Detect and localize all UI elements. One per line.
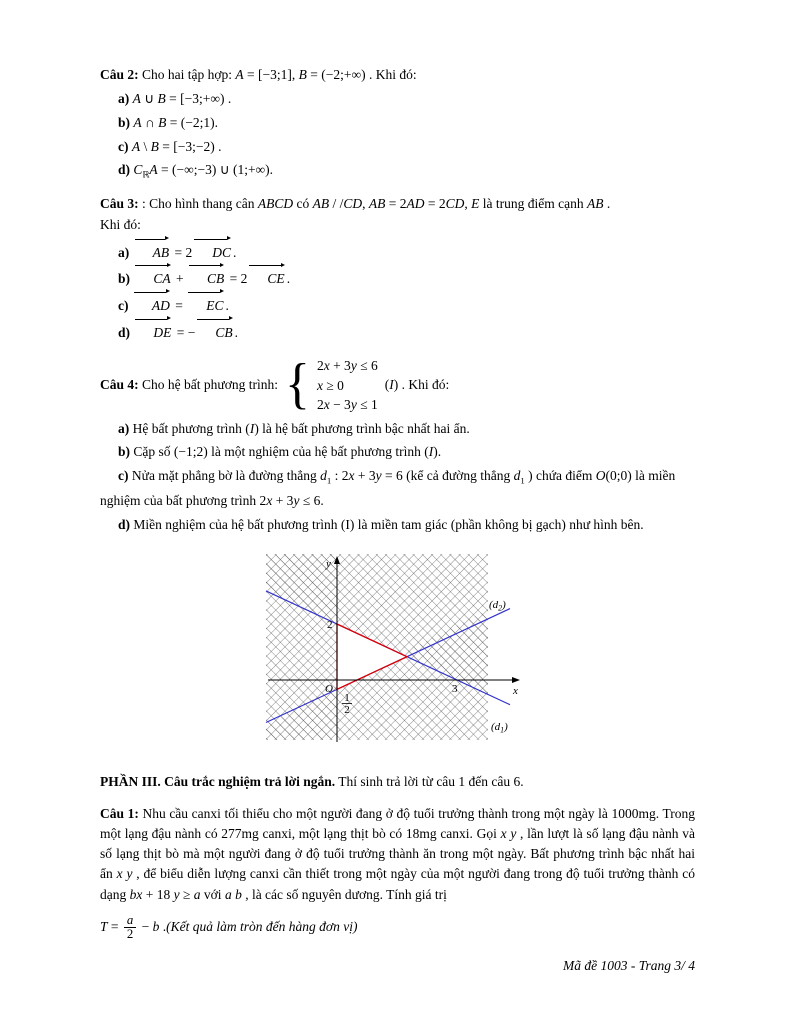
system-line: 2x − 3y ≤ 1 (316, 397, 378, 413)
option-key: b) (118, 444, 131, 460)
question-1-label: Câu 1: (100, 805, 139, 821)
option-key: a) (118, 420, 130, 436)
option-key: c) (118, 297, 129, 313)
x-tick-label: 3 (451, 683, 457, 696)
x-axis-label: x (512, 685, 518, 698)
option-key: a) (118, 91, 130, 107)
line-d2-label: $(d_2)$ (488, 599, 506, 613)
question-4-intro-left (100, 375, 278, 395)
question-4-intro-text: Cho hệ bất phương trình: (142, 377, 278, 393)
option-text: Miền nghiệm của hệ bất phương trình (I) là miền tam giác (phần không bị gạch) như hình bên. (133, 516, 644, 532)
option-key: a) (118, 244, 130, 260)
option-text: AD = EC . (132, 298, 229, 313)
system-line: x ≥ 0 (316, 377, 344, 393)
option-text: A \ B = [−3;−2) . (131, 138, 222, 154)
question-1-text: Nhu cầu canxi tối thiểu cho một người đang ở độ tuổi trưởng thành trong một ngày là 1000mg. Trong một lạng đậu nành có 277mg canxi, một lạng thịt bò có 18mg canxi. Gọi x y , lần lượt là số lạng đậu nành và số lạng thịt bò mà một người đang ở độ tuổi trưởng thành ăn trong một ngày. Bất phương trình bậc nhất hai ẩn x y , để biểu diễn lượng canxi cần thiết trong một ngày của một người đang trong độ tuổi trưởng thành có dạng bx + 18 y ≥ a với a b , là các số nguyên dương. Tính giá trị (100, 805, 696, 902)
option-text: A ∪ B = [−3;+∞) . (132, 91, 232, 107)
option-text: Nửa mặt phẳng bờ là đường thẳng $d_1$ : 2x + 3y = 6 (kể cả đường thẳng $d_1$ ) chứa điểm O(0;0) là miền nghiệm của bất phương trình 2x + 3y ≤ 6. (100, 468, 676, 509)
option-row (100, 417, 695, 441)
question-2-intro (100, 65, 695, 85)
option-key: c) (118, 468, 129, 484)
line-d1-label: $(d_1)$ (490, 721, 508, 735)
question-3-label: Câu 3: (100, 196, 139, 212)
option-text: AB = 2 DC . (133, 245, 237, 260)
y-axis-label: y (325, 558, 331, 571)
question-3-intro (100, 194, 695, 214)
question-2-options (100, 87, 695, 183)
question-2-label: Câu 2: (100, 67, 139, 82)
option-row (100, 464, 695, 513)
option-row (100, 158, 695, 183)
option-text: Cặp số (−1;2) là một nghiệm của hệ bất phương trình (I). (133, 444, 442, 460)
option-key: b) (118, 114, 131, 130)
question-3-intro-text: : Cho hình thang cân ABCD có AB / /CD, AB = 2AD = 2CD, E là trung điểm cạnh AB . (142, 196, 611, 212)
question-3-options (100, 238, 695, 345)
question-2-intro-text: Cho hai tập hợp: A = [−3;1], B = (−2;+∞) . Khi đó: (142, 67, 417, 82)
option-key: c) (118, 138, 129, 154)
option-row (100, 440, 695, 464)
part3-heading (100, 772, 695, 792)
question-4 (100, 353, 695, 748)
option-row (100, 513, 695, 537)
inequality-region-graph (262, 550, 534, 748)
question-2 (100, 65, 695, 183)
question-4-options (100, 417, 695, 537)
option-row (100, 238, 695, 265)
y-tick-label: 2 (326, 619, 332, 632)
part3-subtitle: Thí sinh trả lời từ câu 1 đến câu 6. (335, 774, 524, 790)
x-axis-arrow-icon (512, 677, 520, 683)
question-3-khido: Khi đó: (100, 217, 141, 233)
option-key: d) (118, 324, 131, 340)
question-4-label: Câu 4: (100, 377, 139, 393)
question-4-intro (100, 353, 695, 416)
option-text: CA + CB = 2 CE . (133, 271, 290, 286)
option-row (100, 135, 695, 159)
svg-text:2: 2 (343, 704, 350, 717)
inequality-system (317, 356, 378, 415)
question-4-intro-right: (I) . Khi đó: (384, 377, 450, 393)
question-1-formula: T = $\frac{a}{2}$ − b .(Kết quả làm tròn đến hàng đơn vị) (100, 912, 358, 942)
graph-figure (100, 550, 695, 748)
option-text: Hệ bất phương trình (I) là hệ bất phương trình bậc nhất hai ẩn. (132, 420, 470, 436)
option-row (100, 111, 695, 135)
option-row (100, 87, 695, 111)
option-row (100, 291, 695, 318)
option-text: $C_ℝA$ = (−∞;−3) ∪ (1;+∞). (133, 162, 274, 180)
origin-label: O (324, 683, 333, 696)
question-1 (100, 804, 695, 942)
option-key: d) (118, 516, 131, 532)
option-key: b) (118, 271, 131, 287)
option-text: A ∩ B = (−2;1). (133, 114, 218, 130)
option-row (100, 264, 695, 291)
question-3 (100, 194, 695, 344)
system-line: 2x + 3y ≤ 6 (316, 358, 378, 374)
system-brace: { (284, 353, 310, 416)
svg-text:1: 1 (343, 692, 350, 705)
page-footer: Mã đề 1003 - Trang 3/ 4 (562, 957, 695, 973)
part3-title: PHẦN III. Câu trắc nghiệm trả lời ngắn. (100, 774, 336, 790)
option-row (100, 318, 695, 345)
option-key: d) (118, 162, 131, 178)
option-text: DE = − CB . (133, 325, 238, 340)
question-1-body (100, 804, 695, 905)
